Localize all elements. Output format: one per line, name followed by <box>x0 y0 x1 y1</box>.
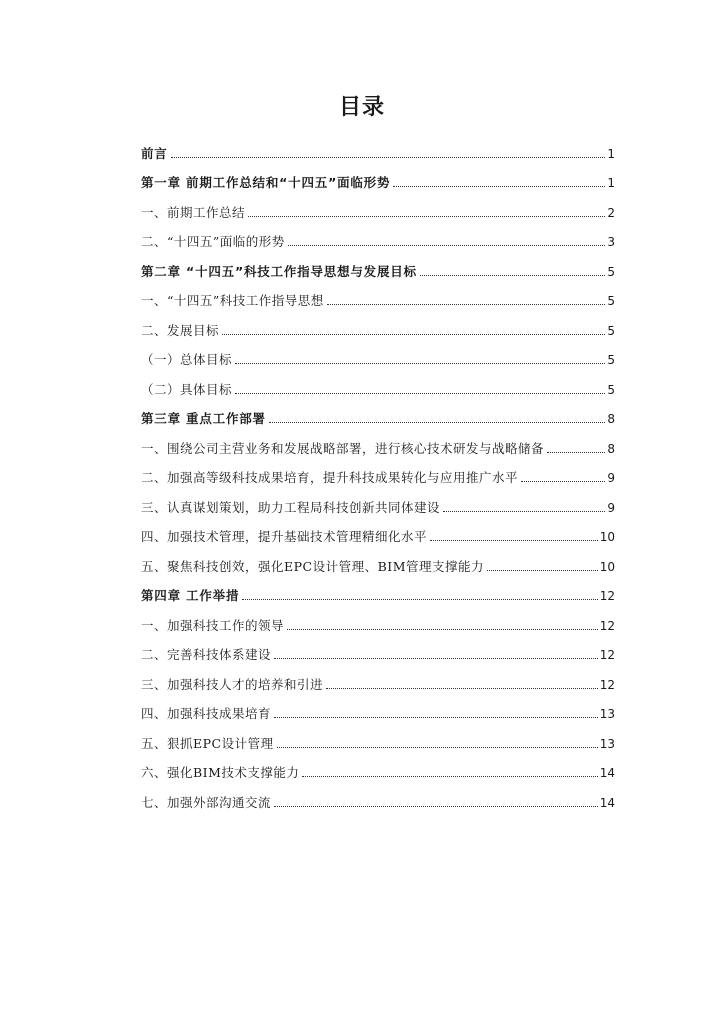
toc-entry-page: 9 <box>607 500 615 515</box>
toc-entry[interactable] <box>141 368 615 398</box>
toc-entry[interactable] <box>141 486 615 516</box>
toc-entry[interactable] <box>141 781 615 811</box>
toc-entry[interactable] <box>141 221 615 251</box>
toc-entry-label: 四、加强技术管理，提升基础技术管理精细化水平 <box>141 529 428 544</box>
toc-entry-label: 一、围绕公司主营业务和发展战略部署，进行核心技术研发与战略储备 <box>141 440 545 456</box>
toc-entry[interactable] <box>141 162 615 192</box>
toc-entry-label: 四、加强科技成果培育 <box>141 706 272 721</box>
dot-leader <box>521 481 605 482</box>
toc-entry-label: 三、认真谋划策划，助力工程局科技创新共同体建设 <box>141 499 441 515</box>
toc-entry-page: 5 <box>607 264 615 279</box>
toc-entry-label: （一）总体目标 <box>141 352 233 367</box>
toc-entry-page: 14 <box>599 766 615 780</box>
toc-entry-page: 8 <box>607 441 615 456</box>
dot-leader <box>302 776 597 777</box>
toc-entry-page: 8 <box>607 412 615 426</box>
dot-leader <box>326 688 598 689</box>
dot-leader <box>443 511 605 512</box>
toc-entry-page: 14 <box>599 795 615 810</box>
toc-entry-page: 10 <box>599 559 615 574</box>
dot-leader <box>248 216 605 217</box>
toc-entry[interactable] <box>141 545 615 575</box>
toc-entry-label: 第二章 “十四五”科技工作指导思想与发展目标 <box>141 263 417 279</box>
toc-entry-page: 12 <box>599 648 615 662</box>
toc-entry[interactable] <box>141 250 615 280</box>
toc-entry-page: 2 <box>607 205 615 220</box>
dot-leader <box>287 629 598 630</box>
toc-entry-page: 12 <box>599 589 615 603</box>
toc-entry-label: 第三章 重点工作部署 <box>141 411 266 426</box>
toc-list <box>141 132 615 811</box>
toc-entry-label: 二、发展目标 <box>141 322 220 338</box>
toc-entry[interactable] <box>141 280 615 310</box>
toc-entry[interactable] <box>141 457 615 487</box>
dot-leader <box>430 540 598 541</box>
toc-entry-label: 第一章 前期工作总结和“十四五”面临形势 <box>141 175 391 190</box>
dot-leader <box>222 334 605 335</box>
toc-entry[interactable] <box>141 191 615 221</box>
dot-leader <box>393 186 605 187</box>
toc-entry[interactable] <box>141 752 615 782</box>
toc-entry-label: 五、聚焦科技创效，强化EPC设计管理、BIM管理支撑能力 <box>141 558 485 574</box>
toc-entry-page: 3 <box>607 235 615 249</box>
toc-entry-label: 六、强化BIM技术支撑能力 <box>141 765 300 780</box>
toc-entry-label: 三、加强科技人才的培养和引进 <box>141 676 324 692</box>
dot-leader <box>269 422 606 423</box>
dot-leader <box>547 452 605 453</box>
toc-entry-label: 一、“十四五”科技工作指导思想 <box>141 293 324 308</box>
toc-entry-label: 一、加强科技工作的领导 <box>141 617 285 633</box>
toc-entry-page: 12 <box>599 618 615 633</box>
toc-entry-page: 12 <box>599 677 615 692</box>
dot-leader <box>288 245 606 246</box>
toc-entry[interactable] <box>141 427 615 457</box>
toc-entry-label: 第四章 工作举措 <box>141 588 240 603</box>
toc-entry-label: 七、加强外部沟通交流 <box>141 794 272 810</box>
toc-entry-page: 10 <box>599 530 615 544</box>
toc-entry-page: 9 <box>607 471 615 485</box>
dot-leader <box>274 717 598 718</box>
toc-entry[interactable] <box>141 663 615 693</box>
toc-entry-page: 5 <box>607 323 615 338</box>
toc-entry[interactable] <box>141 339 615 369</box>
toc-entry[interactable] <box>141 309 615 339</box>
toc-entry-label: 二、加强高等级科技成果培育，提升科技成果转化与应用推广水平 <box>141 470 519 485</box>
dot-leader <box>235 393 605 394</box>
dot-leader <box>327 304 606 305</box>
toc-entry[interactable] <box>141 604 615 634</box>
toc-entry[interactable] <box>141 722 615 752</box>
toc-entry-page: 5 <box>607 294 615 308</box>
toc-entry[interactable] <box>141 634 615 664</box>
toc-entry[interactable] <box>141 516 615 546</box>
toc-entry-label: 前言 <box>141 145 168 161</box>
toc-entry-page: 5 <box>607 382 615 397</box>
toc-entry-label: 二、完善科技体系建设 <box>141 647 272 662</box>
dot-leader <box>274 806 598 807</box>
toc-entry-label: 五、狠抓EPC设计管理 <box>141 735 274 751</box>
toc-entry-page: 1 <box>607 176 615 190</box>
toc-entry-label: 二、“十四五”面临的形势 <box>141 234 285 249</box>
toc-entry-label: 一、前期工作总结 <box>141 204 246 220</box>
toc-entry[interactable] <box>141 398 615 428</box>
toc-title: 目录 <box>338 95 385 120</box>
dot-leader <box>277 747 598 748</box>
dot-leader <box>420 275 605 276</box>
toc-entry[interactable] <box>141 575 615 605</box>
dot-leader <box>235 363 605 364</box>
toc-entry-page: 1 <box>607 146 615 161</box>
dot-leader <box>242 599 597 600</box>
toc-entry-page: 13 <box>599 736 615 751</box>
toc-entry-label: （二）具体目标 <box>141 381 233 397</box>
toc-entry[interactable] <box>141 132 615 162</box>
dot-leader <box>274 658 598 659</box>
toc-entry-page: 5 <box>607 353 615 367</box>
dot-leader <box>487 570 598 571</box>
toc-entry-page: 13 <box>599 707 615 721</box>
toc-entry[interactable] <box>141 693 615 723</box>
dot-leader <box>171 157 606 158</box>
